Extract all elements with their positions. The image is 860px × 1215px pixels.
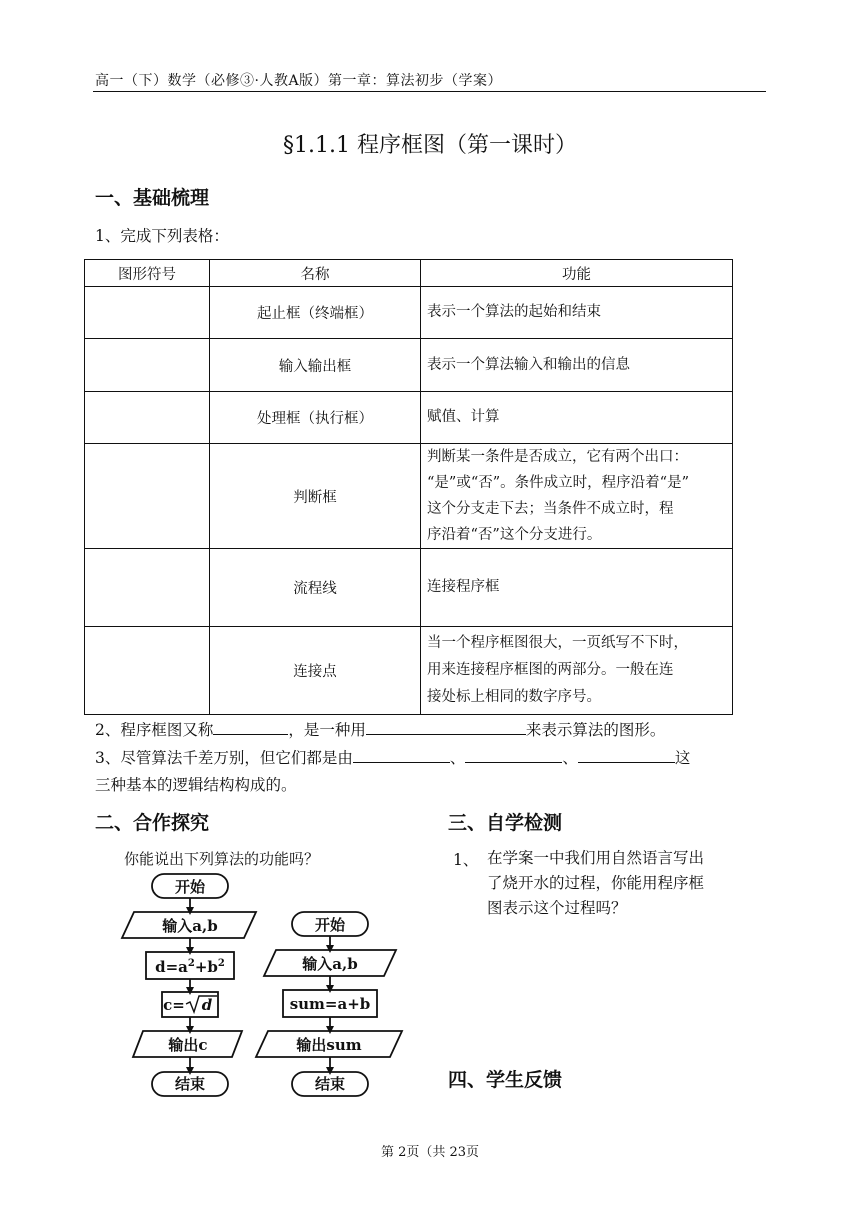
flow-label: 输入a,b — [162, 917, 218, 935]
superscript: 2 — [187, 958, 195, 969]
function-line: 序沿着“否”这个分支进行。 — [427, 527, 602, 543]
question-line: 了烧开水的过程，你能用程序框 — [487, 874, 705, 892]
flow-label: 结束 — [314, 1075, 346, 1093]
name-cell: 处理框（执行框） — [210, 392, 421, 444]
item-2-part-b: ，是一种用 — [288, 721, 366, 739]
name-cell: 输入输出框 — [210, 339, 421, 392]
function-line: 这个分支走下去；当条件不成立时，程 — [427, 501, 674, 517]
question-1-text — [487, 846, 704, 921]
table-header-cell: 功能 — [421, 260, 733, 287]
flow-label: 输出c — [168, 1036, 208, 1054]
explore-prompt: 你能说出下列算法的功能吗？ — [124, 850, 320, 868]
item-3-part-a: 3、尽管算法千差万别，但它们都是由 — [95, 749, 353, 767]
table-header-cell: 图形符号 — [85, 260, 210, 287]
flow-label: sum=a+b — [289, 995, 371, 1013]
flow-label-part: +b — [194, 958, 218, 976]
item-2-part-a: 2、程序框图又称 — [95, 721, 214, 739]
section-heading-explore: 二、合作探究 — [95, 812, 210, 834]
name-cell: 连接点 — [210, 627, 421, 715]
item-3-line2: 三种基本的逻辑结构构成的。 — [95, 776, 297, 794]
superscript: 2 — [217, 958, 225, 969]
function-line: “是”或“否”。条件成立时，程序沿着“是” — [427, 475, 689, 491]
flow-label: 结束 — [174, 1075, 206, 1093]
flow-label: 输出sum — [296, 1036, 362, 1054]
function-line: 用来连接程序框图的两部分。一般在连 — [427, 662, 674, 678]
flowchart-1 — [122, 874, 256, 1096]
question-line: 图表示这个过程吗？ — [487, 899, 627, 917]
section-heading-self-check: 三、自学检测 — [448, 812, 563, 834]
flow-label-part: d=a — [155, 958, 188, 976]
flow-label: 开始 — [314, 916, 346, 934]
page-footer: 第 2页（共 23页 — [380, 1145, 480, 1160]
function-line: 接处标上相同的数字序号。 — [427, 689, 601, 705]
function-line: 赋值、计算 — [427, 409, 500, 425]
section-heading-feedback: 四、学生反馈 — [448, 1069, 563, 1091]
flow-label: d — [201, 996, 213, 1014]
page-header: 高一（下）数学（必修③·人教A版）第一章：算法初步（学案） — [95, 73, 503, 89]
item-2-part-c: 来表示算法的图形。 — [525, 721, 666, 739]
page-title: §1.1.1 程序框图（第一课时） — [283, 133, 577, 158]
name-cell: 判断框 — [210, 444, 421, 549]
question-1-number: 1、 — [453, 851, 479, 869]
item-1-text: 1、完成下列表格： — [95, 227, 229, 245]
flow-label: 开始 — [174, 878, 206, 896]
function-line: 连接程序框 — [427, 579, 500, 595]
table-header-cell: 名称 — [210, 260, 421, 287]
section-heading-basics: 一、基础梳理 — [95, 187, 210, 209]
flow-label — [155, 958, 225, 976]
name-cell: 流程线 — [210, 549, 421, 627]
question-line: 在学案一中我们用自然语言写出 — [487, 849, 705, 867]
item-3-sep: 、 — [562, 749, 578, 767]
function-line: 表示一个算法的起始和结束 — [427, 304, 601, 320]
function-line: 表示一个算法输入和输出的信息 — [427, 356, 630, 373]
item-3-sep: 、 — [449, 749, 466, 767]
name-cell: 起止框（终端框） — [210, 287, 421, 339]
function-line: 判断某一条件是否成立，它有两个出口： — [427, 449, 688, 465]
item-3-tail: 这 — [674, 749, 691, 767]
flow-label: 输入a,b — [302, 955, 358, 973]
flow-label: c= — [163, 996, 185, 1014]
function-line: 当一个程序框图很大，一页纸写不下时， — [427, 635, 688, 651]
